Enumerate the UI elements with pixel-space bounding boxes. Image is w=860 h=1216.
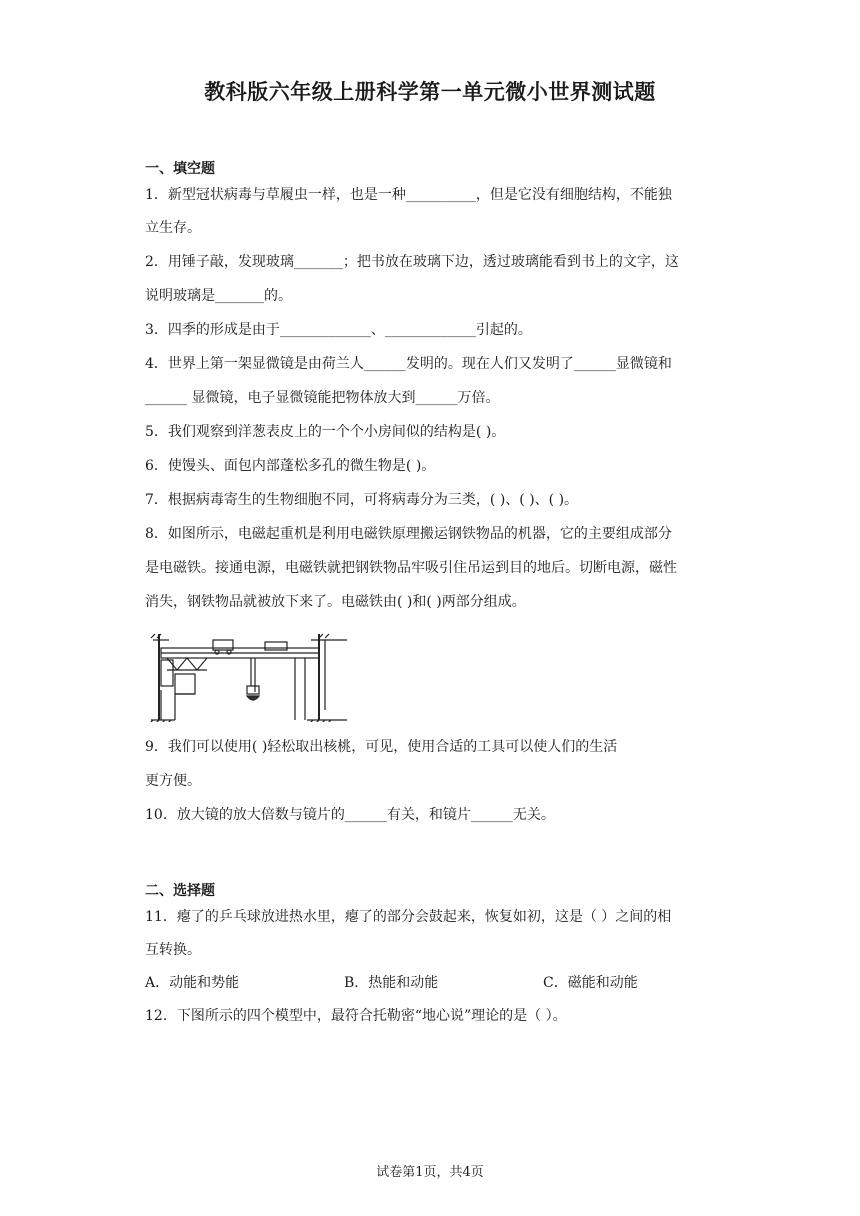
question-8-line-1: 8．如图所示，电磁起重机是利用电磁铁原理搬运钢铁物品的机器，它的主要组成部分 [145,526,672,542]
question-9-line-2: 更方便。 [145,773,201,789]
question-5: 5．我们观察到洋葱表皮上的一个个小房间似的结构是( )。 [145,424,506,440]
question-12: 12．下图所示的四个模型中，最符合托勒密“地心说”理论的是（ ）。 [145,1008,567,1024]
section-heading-fill: 一、填空题 [145,161,215,177]
electromagnetic-crane-figure [147,630,352,722]
question-11-line-1: 11．瘪了的乒乓球放进热水里，瘪了的部分会鼓起来，恢复如初，这是（ ）之间的相 [145,909,672,925]
question-1-line-1: 1．新型冠状病毒与草履虫一样，也是一种__________，但是它没有细胞结构，不能独 [145,187,672,203]
question-2-line-2: 说明玻璃是_______的。 [145,288,292,304]
question-11-option-a: A．动能和势能 [145,975,240,991]
question-4-line-2: ______ 显微镜，电子显微镜能把物体放大到______万倍。 [145,390,500,406]
question-9-line-1: 9．我们可以使用( )轻松取出核桃，可见，使用合适的工具可以使人们的生活 [145,739,618,755]
question-11-option-c: C．磁能和动能 [543,975,638,991]
question-4-line-1: 4．世界上第一架显微镜是由荷兰人______发明的。现在人们又发明了______显微镜和 [145,356,672,372]
question-3: 3．四季的形成是由于_____________、_____________引起的。 [145,322,532,338]
question-7: 7．根据病毒寄生的生物细胞不同，可将病毒分为三类，( )、( )、( )。 [145,492,579,508]
question-2-line-1: 2．用锤子敲，发现玻璃_______；把书放在玻璃下边，透过玻璃能看到书上的文字，这 [145,254,679,270]
question-11-option-b: B．热能和动能 [344,975,439,991]
question-1-line-2: 立生存。 [145,220,201,236]
question-10: 10．放大镜的放大倍数与镜片的______有关，和镜片______无关。 [145,807,555,823]
document-title: 教科版六年级上册科学第一单元微小世界测试题 [204,80,656,104]
question-8-line-3: 消失，钢铁物品就被放下来了。电磁铁由( )和( )两部分组成。 [145,594,526,610]
page-footer: 试卷第1页，共4页 [376,1165,484,1180]
question-11-line-2: 互转换。 [145,942,201,958]
question-8-line-2: 是电磁铁。接通电源，电磁铁就把钢铁物品牢吸引住吊运到目的地后。切断电源，磁性 [145,560,677,576]
question-6: 6．使馒头、面包内部蓬松多孔的微生物是( )。 [145,458,436,474]
section-heading-choice: 二、选择题 [145,883,215,899]
